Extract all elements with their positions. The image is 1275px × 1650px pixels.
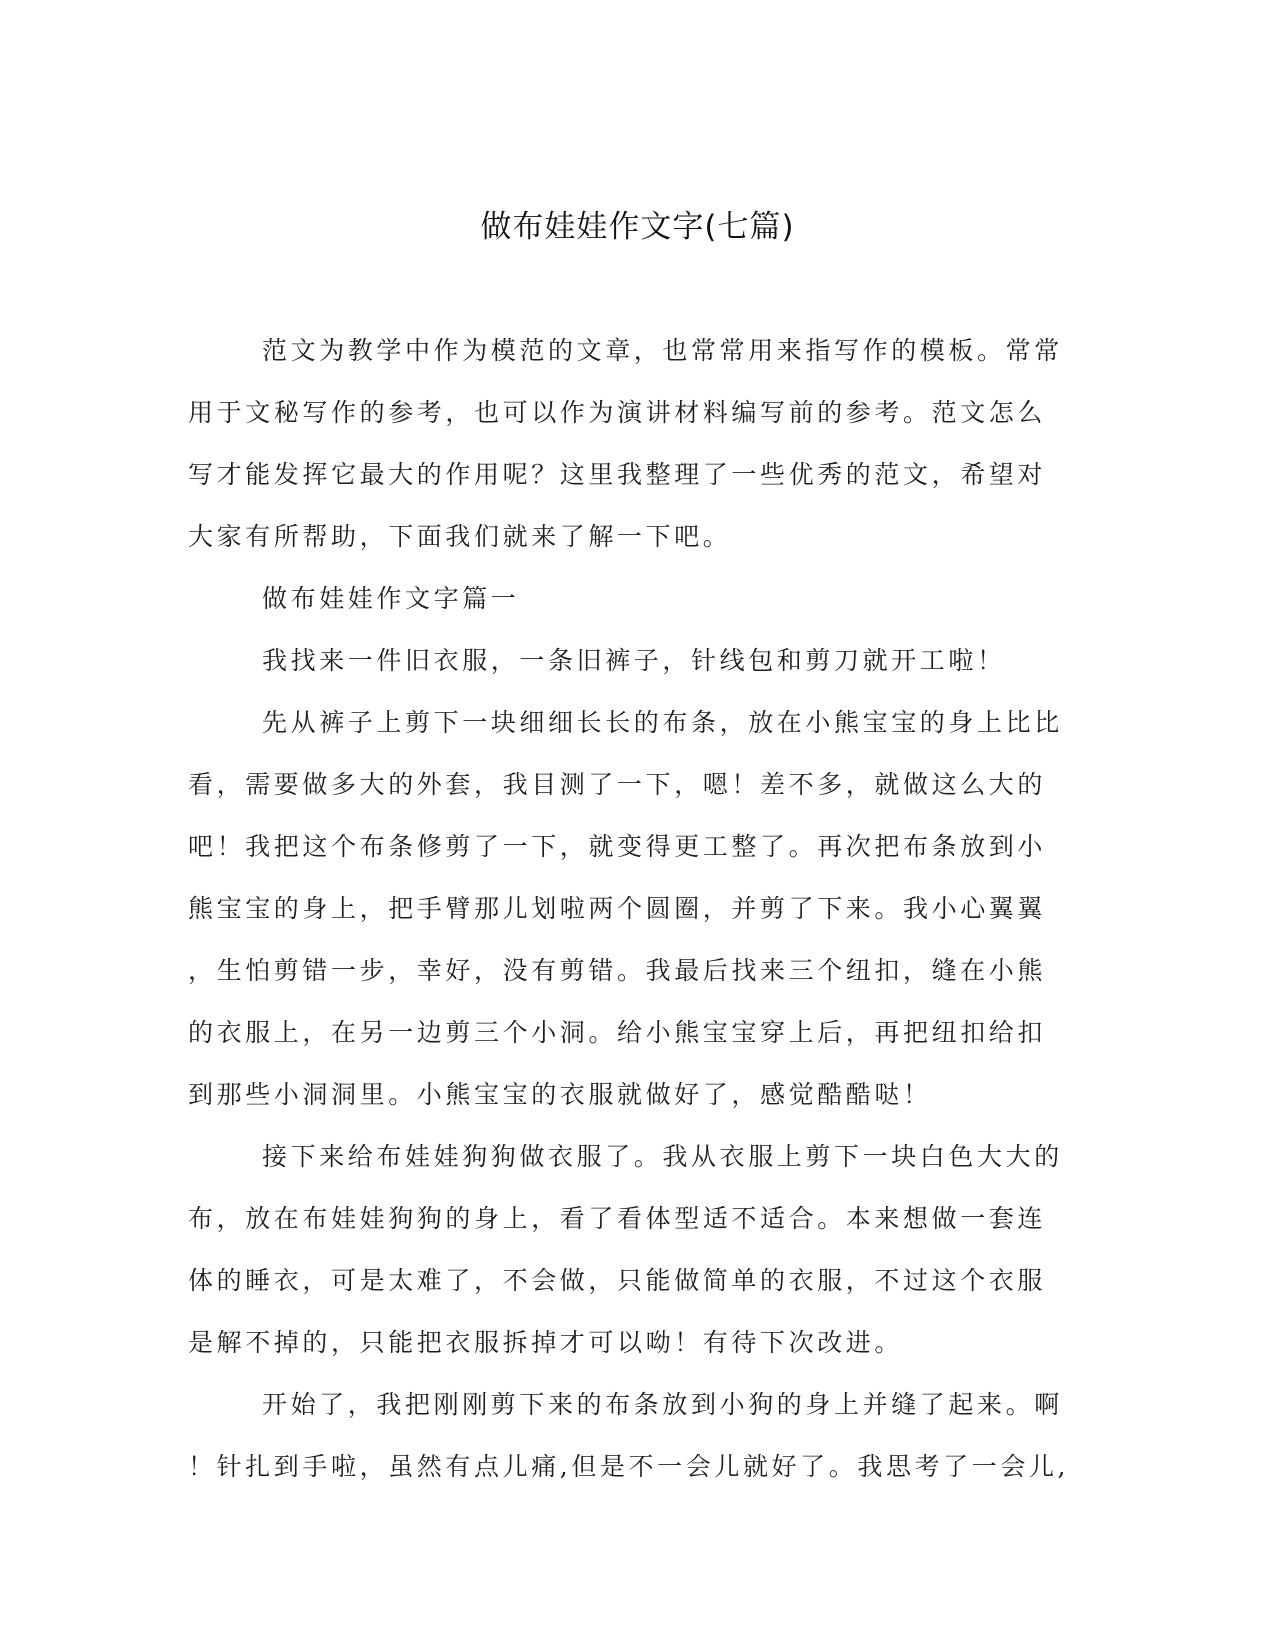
text-line: 写才能发挥它最大的作用呢？这里我整理了一些优秀的范文，希望对: [188, 460, 1047, 489]
text-line: 用于文秘写作的参考，也可以作为演讲材料编写前的参考。范文怎么: [188, 398, 1047, 427]
document-body: [188, 331, 1078, 1509]
text-line: 先从裤子上剪下一块细细长长的布条，放在小熊宝宝的身上比比: [262, 708, 1063, 737]
text-line: 看，需要做多大的外套，我目测了一下，嗯！差不多，就做这么大的: [188, 770, 1047, 799]
text-line: 是解不掉的，只能把衣服拆掉才可以呦！有待下次改进。: [188, 1328, 904, 1357]
text-line: 吧！我把这个布条修剪了一下，就变得更工整了。再次把布条放到小: [188, 832, 1047, 861]
text-line: 接下来给布娃娃狗狗做衣服了。我从衣服上剪下一块白色大大的: [262, 1142, 1063, 1171]
text-line: 范文为教学中作为模范的文章，也常常用来指写作的模板。常常: [262, 336, 1063, 365]
document-title: 做布娃娃作文字(七篇): [480, 209, 795, 245]
text-line: 大家有所帮助，下面我们就来了解一下吧。: [188, 522, 732, 551]
text-line: 布，放在布娃娃狗狗的身上，看了看体型适不适合。本来想做一套连: [188, 1204, 1047, 1233]
text-line: 熊宝宝的身上，把手臂那儿划啦两个圆圈，并剪了下来。我小心翼翼: [188, 894, 1047, 923]
text-line: 我找来一件旧衣服，一条旧裤子，针线包和剪刀就开工啦！: [262, 646, 1006, 675]
text-line: 到那些小洞洞里。小熊宝宝的衣服就做好了，感觉酷酷哒！: [188, 1080, 932, 1109]
text-line: ，生怕剪错一步，幸好，没有剪错。我最后找来三个纽扣，缝在小熊: [188, 956, 1047, 985]
text-line: 开始了，我把刚刚剪下来的布条放到小狗的身上并缝了起来。啊: [262, 1390, 1063, 1419]
text-line: 做布娃娃作文字篇一: [262, 584, 520, 613]
text-line: ！针扎到手啦，虽然有点儿痛,但是不一会儿就好了。我思考了一会儿,: [188, 1452, 1070, 1481]
text-line: 体的睡衣，可是太难了，不会做，只能做简单的衣服，不过这个衣服: [188, 1266, 1047, 1295]
text-line: 的衣服上，在另一边剪三个小洞。给小熊宝宝穿上后，再把纽扣给扣: [188, 1018, 1047, 1047]
